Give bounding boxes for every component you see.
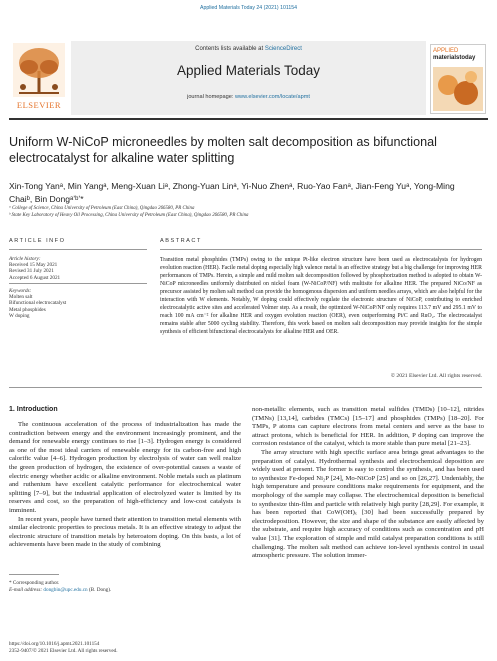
elsevier-tree-icon — [9, 41, 69, 99]
keyword-item: Bifunctional electrocatalyst — [9, 300, 67, 307]
history-label: Article history: — [9, 256, 41, 262]
keywords — [9, 288, 149, 319]
banner-center — [71, 41, 426, 115]
journal-title: Applied Materials Today — [176, 63, 321, 78]
journal-banner — [9, 41, 488, 115]
affiliation-b: ᵇ State Key Laboratory of Heavy Oil Processing, China University of Petroleum (East China), Qingdao 266580, PR China — [9, 213, 249, 218]
paragraph: non-metallic elements, such as transition metal sulfides (TMDs) [10–12], nitrides (TMNs) [13,14], carbides (TMCs) [15–17] and phosphides (TMPs) [18–20]. For TMPs, P atoms can capture electrons from metal centers and serve as the base to attract protons, which is beneficial for HER. In addition, P doping can improve the corrosion resistance of the catalyst, which is more stable than pure metal [21–23]. — [252, 406, 484, 448]
email-line — [9, 587, 111, 593]
email-link[interactable]: dongbin@upc.edu.cn — [43, 587, 88, 593]
abstract-heading: ABSTRACT — [160, 238, 202, 244]
homepage-link[interactable]: www.elsevier.com/locate/apmt — [234, 94, 310, 100]
keyword-item: Metal phosphides — [9, 306, 46, 313]
abstract-text: Transition metal phosphides (TMPs) owing to the unique Pt-like electron structure have been used as electrocatalysts for hydrogen evolution reaction (HER). Facile metal doping especially high valence metal is an effective strategy but a big challenge for improving HER performances of TMPs. Herein, a simple and mild molten salt decomposition followed by phosphorization method is adopted to obtain W-NiCoP microneedles uniformly distributed on nickel foam (W-NiCoP/NF) with multisite for alkaline HER. The prepared NiCo/NF as precursor assisted by molten salt method can provide the homogenous dispersion and uniform needles arrays, which are also helpful for the interaction with W elements. Notably, W doping could effectively regulate the electronic structure of NiCoP, contributing to enriched electrocatalytic active sites and accelerated Volmer step. As a result, the optimized W-NiCoP/NF only requires 113.7 mV and 295.1 mV to reach 100 mA cm⁻² for alkaline HER and oxygen evolution reaction (OER), even outperforming Pt/C and RuO₂. The electrocatalyst remains stable after 5000 cycling stability. Therefore, this work based on molten salt decomposition may provide insights for the simple synthesis of efficient bifunctional electrocatalysts for alkaline HER and OER. — [160, 257, 482, 335]
publisher-name: ELSEVIER — [16, 100, 62, 110]
body-column-left — [9, 421, 241, 550]
abstract-rule-top — [160, 249, 482, 250]
section-heading-introduction: 1. Introduction — [9, 406, 58, 413]
footnote-rule — [9, 574, 59, 575]
elsevier-logo — [9, 41, 69, 115]
homepage-prefix: journal homepage: — [187, 94, 235, 100]
paragraph: In recent years, people have turned their attention to transition metal elements with similar electronic properties to precious metals. It is an effective strategy to adjust the electronic structure of transition metals by heteroatom doping. On this basis, a lot of achievements have been made in the study of combining — [9, 515, 241, 549]
keyword-item: Molten salt — [9, 294, 33, 301]
email-label: E-mail address: — [9, 587, 44, 593]
article-info-rule — [9, 249, 147, 250]
cover-title-line2: materialstoday — [433, 55, 476, 61]
affiliation-a: ᵃ College of Science, China University of Petroleum (East China), Qingdao 266580, PR China — [9, 206, 195, 211]
article-title: Uniform W-NiCoP microneedles by molten salt decomposition as bifunctional electrocatalyst for alkaline water splitting — [9, 135, 437, 165]
keywords-rule — [9, 283, 147, 284]
running-header[interactable]: Applied Materials Today 24 (2021) 101154 — [200, 5, 297, 11]
keywords-label: Keywords: — [9, 288, 32, 294]
keyword-item: W doping — [9, 312, 30, 319]
body-column-right — [252, 406, 484, 561]
history-received: Received 15 May 2021 — [9, 262, 58, 269]
article-history — [9, 256, 149, 281]
doi-link[interactable]: https://doi.org/10.1016/j.apmt.2021.101154 — [9, 641, 100, 647]
cover-image-icon — [433, 67, 483, 111]
abstract-copyright: © 2021 Elsevier Ltd. All rights reserved. — [390, 373, 482, 379]
journal-cover — [430, 44, 486, 114]
abstract-rule-bottom — [9, 387, 482, 388]
homepage-line — [71, 94, 426, 100]
sciencedirect-link[interactable]: ScienceDirect — [264, 46, 302, 52]
history-accepted: Accepted 6 August 2021 — [9, 274, 61, 281]
contents-prefix: Contents lists available at — [195, 46, 265, 52]
paragraph: The continuous acceleration of the process of industrialization has made the contradiction between energy and the environment increasingly prominent, and the demand for renewable energy continues to rise [1–3]. Hydrogen energy is considered as one of the most ideal carriers of renewable energy for its carbon-free and high calorific value [4–6]. Hydrogen production by electrolysis of water can well realize the green production of hydrogen, the existence of over-potential causes a waste of electric energy whether acidic or alkaline environment. Noble metals such as platinum and ruthenium have excellent catalytic performance for electrochemical water splitting [7–9], but the industrial application of electrolyzed water is limited by its reserves and cost, so the preparation of high-efficiency and low-cost catalysts is imminent. — [9, 421, 241, 514]
history-revised: Revised 31 July 2021 — [9, 268, 54, 275]
contents-line — [71, 46, 426, 52]
banner-rule — [9, 118, 488, 120]
article-info-heading: ARTICLE INFO — [9, 238, 66, 244]
author-list: Xin-Tong Yanᵃ, Min Yangᵃ, Meng-Xuan Liᵃ, Zhong-Yuan Linᵃ, Yi-Nuo Zhenᵃ, Ruo-Yao Fanᵃ, Jian-Feng Yuᵃ, Yong-Ming Chaiᵇ, Bin Dongᵃʼᵇʼ* — [9, 181, 455, 204]
issn-line: 2352-9407/© 2021 Elsevier Ltd. All rights reserved. — [9, 648, 118, 654]
email-suffix: (B. Dong). — [87, 587, 112, 593]
cover-title-line1: APPLIED — [433, 48, 459, 54]
paragraph: The array structure with high specific surface area brings great advantages to the preparation of catalyst. Hydrothermal synthesis and electrochemical deposition are widely used at present. The former is easy to control the synthesis, and has been used to synthesize Fe-doped Ni₂P [24], Mo-NiCoP [25] and so on [26,27]. Undeniably, the high temperature and pressure conditions make requirements for equipment, and the morphology of the sample may collapse. The electrochemical deposition is beneficial to synthesize thin-film and particle with relatively high purity [28,29]. For example, it has been reported that CoW(OH)ₓ [30] had been successfully prepared by electrodeposition. However, the size and shape of the substance are easily affected by the substrate, and require high accuracy of conditions such as concentration and pH value [31]. The exploration of simple and mild catalyst preparation conditions is still challenging. The molten salt method can achieve ion-level synthesis control in usual atmospheric pressure. The solution immer- — [252, 448, 484, 560]
corresponding-author: * Corresponding author. — [9, 580, 60, 586]
